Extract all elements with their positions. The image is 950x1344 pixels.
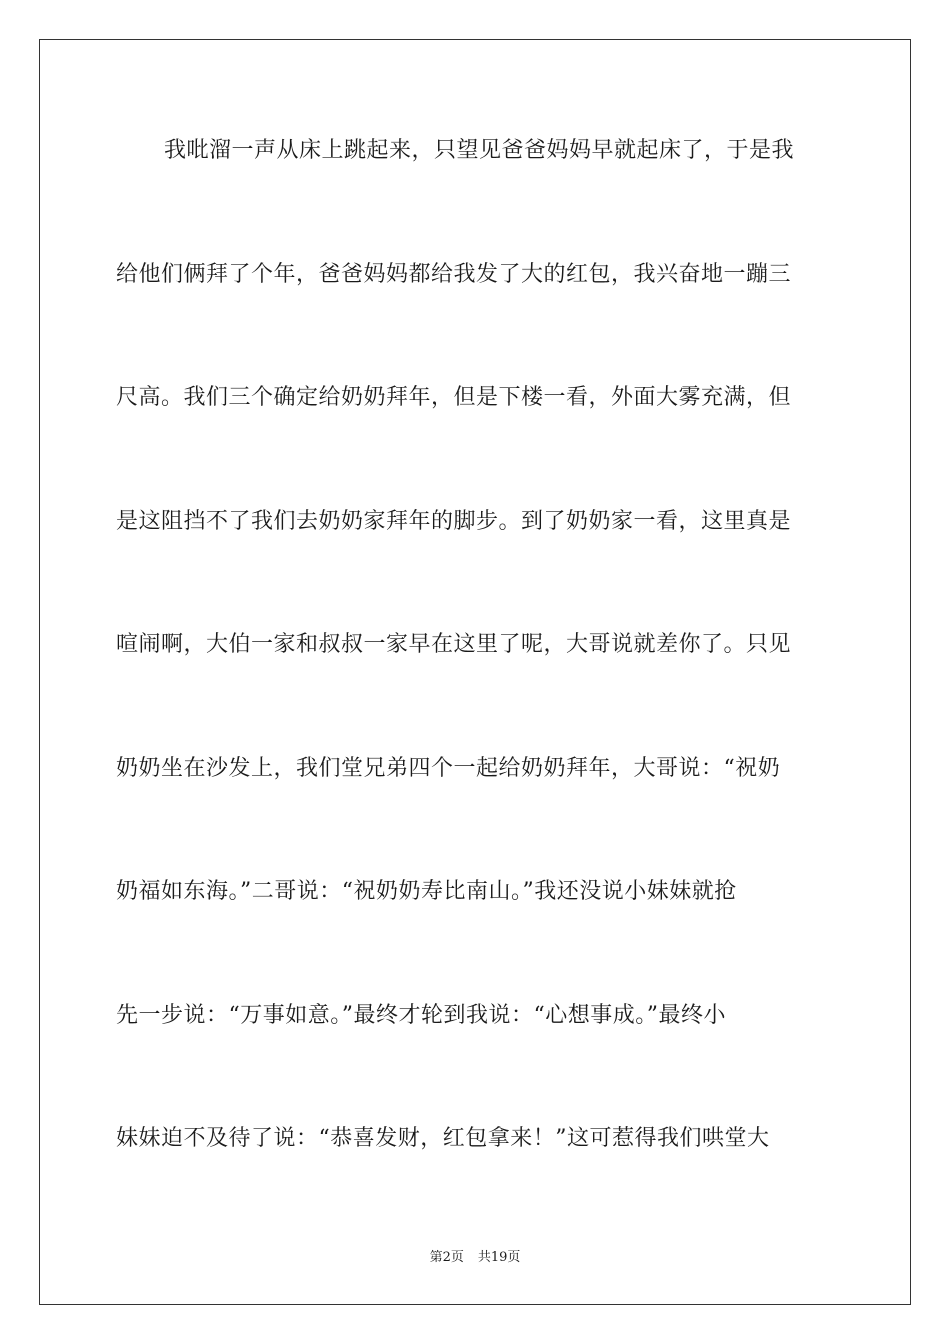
paragraph-line-7: 奶福如东海。”二哥说：“祝奶奶寿比南山。”我还没说小妹妹就抢 bbox=[116, 879, 737, 904]
paragraph-line-1: 我吡溜一声从床上跳起来，只望见爸爸妈妈早就起床了，于是我 bbox=[164, 138, 795, 163]
paragraph-line-6: 奶奶坐在沙发上，我们堂兄弟四个一起给奶奶拜年，大哥说：“祝奶 bbox=[116, 756, 781, 781]
page-border bbox=[39, 39, 911, 1305]
page-footer bbox=[0, 1246, 950, 1265]
paragraph-line-2: 给他们俩拜了个年，爸爸妈妈都给我发了大的红包，我兴奋地一蹦三 bbox=[116, 262, 792, 287]
paragraph-line-9: 妹妹迫不及待了说：“恭喜发财，红包拿来！”这可惹得我们哄堂大 bbox=[116, 1126, 770, 1151]
paragraph-line-3: 尺高。我们三个确定给奶奶拜年，但是下楼一看，外面大雾充满，但 bbox=[116, 385, 792, 410]
paragraph-line-8: 先一步说：“万事如意。”最终才轮到我说：“心想事成。”最终小 bbox=[116, 1003, 726, 1028]
paragraph-line-5: 喧闹啊，大伯一家和叔叔一家早在这里了呢，大哥说就差你了。只见 bbox=[116, 632, 792, 657]
page-total: 共19页 bbox=[477, 1250, 521, 1265]
page-number: 第2页 bbox=[429, 1250, 464, 1265]
paragraph-line-4: 是这阻挡不了我们去奶奶家拜年的脚步。到了奶奶家一看，这里真是 bbox=[116, 509, 792, 534]
